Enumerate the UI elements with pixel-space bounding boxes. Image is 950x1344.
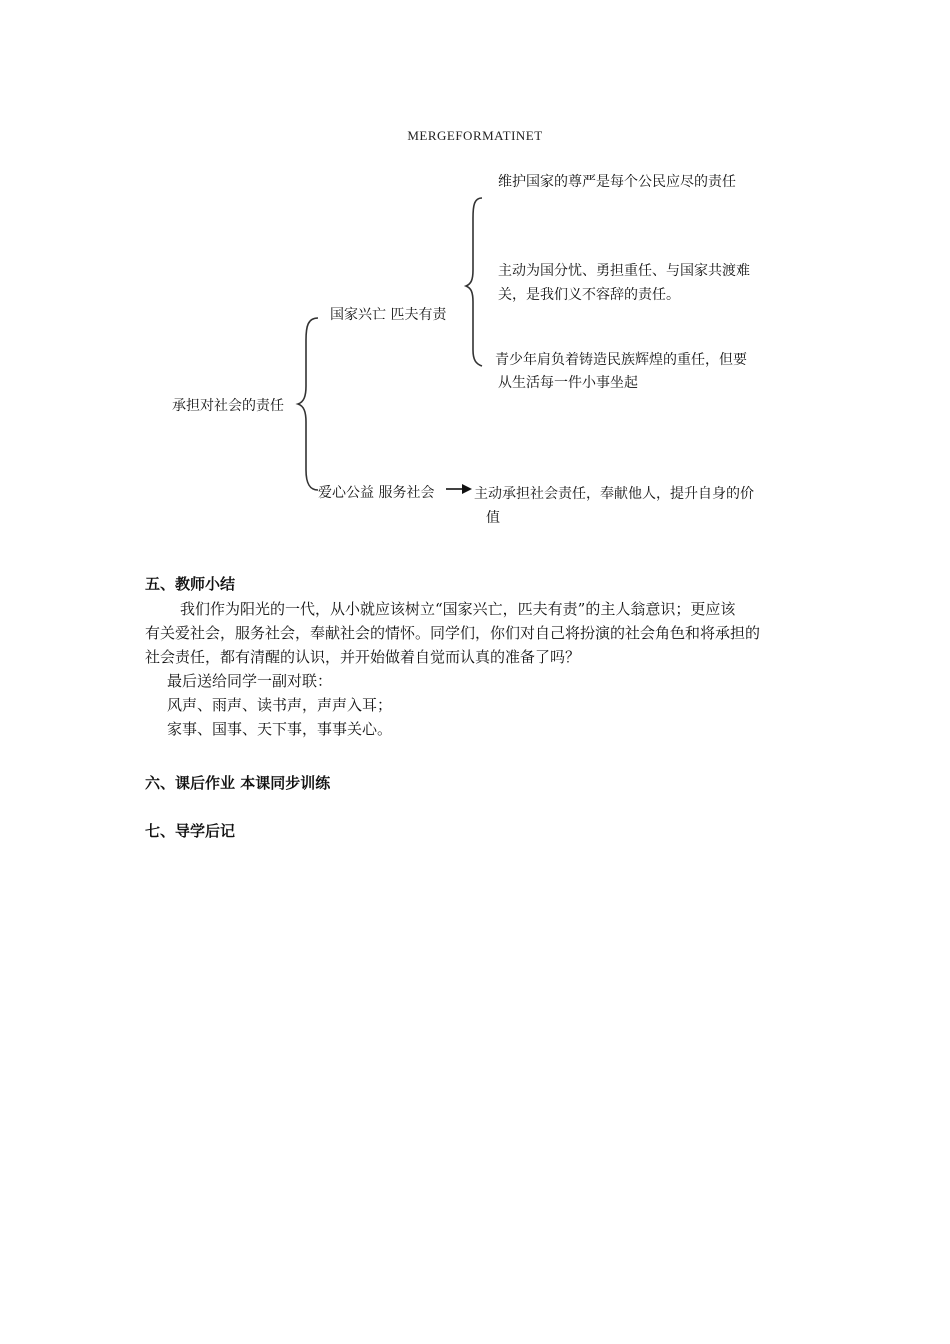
couplet-intro: 最后送给同学一副对联： (167, 672, 333, 690)
section5-para-line1: 我们作为阳光的一代，从小就应该树立“国家兴亡，匹夫有责”的主人翁意识；更应该 (180, 600, 736, 618)
branch1-item-3-line2: 从生活每一件小事坐起 (498, 375, 638, 391)
field-code-text: MERGEFORMATINET (407, 128, 543, 143)
result-arrow-head (462, 484, 472, 494)
branch2-result-line2: 值 (486, 510, 500, 526)
branch1-item-2-line2: 关，是我们义不容辞的责任。 (498, 287, 680, 303)
branch1-item-2-line1: 主动为国分忧、勇担重任、与国家共渡难 (498, 263, 750, 279)
couplet-line2: 家事、国事、天下事，事事关心。 (167, 720, 393, 738)
section5-para-line2: 有关爱社会，服务社会，奉献社会的情怀。同学们，你们对自己将扮演的社会角色和将承担的 (145, 624, 761, 642)
section6-heading: 六、课后作业 本课同步训练 (145, 774, 331, 792)
branch1-item-1: 维护国家的尊严是每个公民应尽的责任 (498, 174, 736, 190)
section5-heading: 五、教师小结 (145, 575, 236, 593)
couplet-line1: 风声、雨声、读书声，声声入耳； (167, 696, 393, 714)
root-brace (298, 318, 318, 490)
section5-para-line3: 社会责任，都有清醒的认识，并开始做着自觉而认真的准备了吗？ (145, 648, 581, 666)
branch2-result-line1: 主动承担社会责任，奉献他人，提升自身的价 (474, 486, 754, 502)
branch2-label: 爱心公益 服务社会 (318, 485, 435, 501)
branch1-item-3-line1: 青少年肩负着铸造民族辉煌的重任，但要 (495, 352, 747, 368)
section7-heading: 七、导学后记 (145, 822, 236, 840)
brace-diagram (0, 0, 950, 560)
branch1-label: 国家兴亡 匹夫有责 (330, 307, 447, 323)
branch1-brace (466, 198, 482, 366)
diagram-root-label: 承担对社会的责任 (172, 398, 284, 414)
